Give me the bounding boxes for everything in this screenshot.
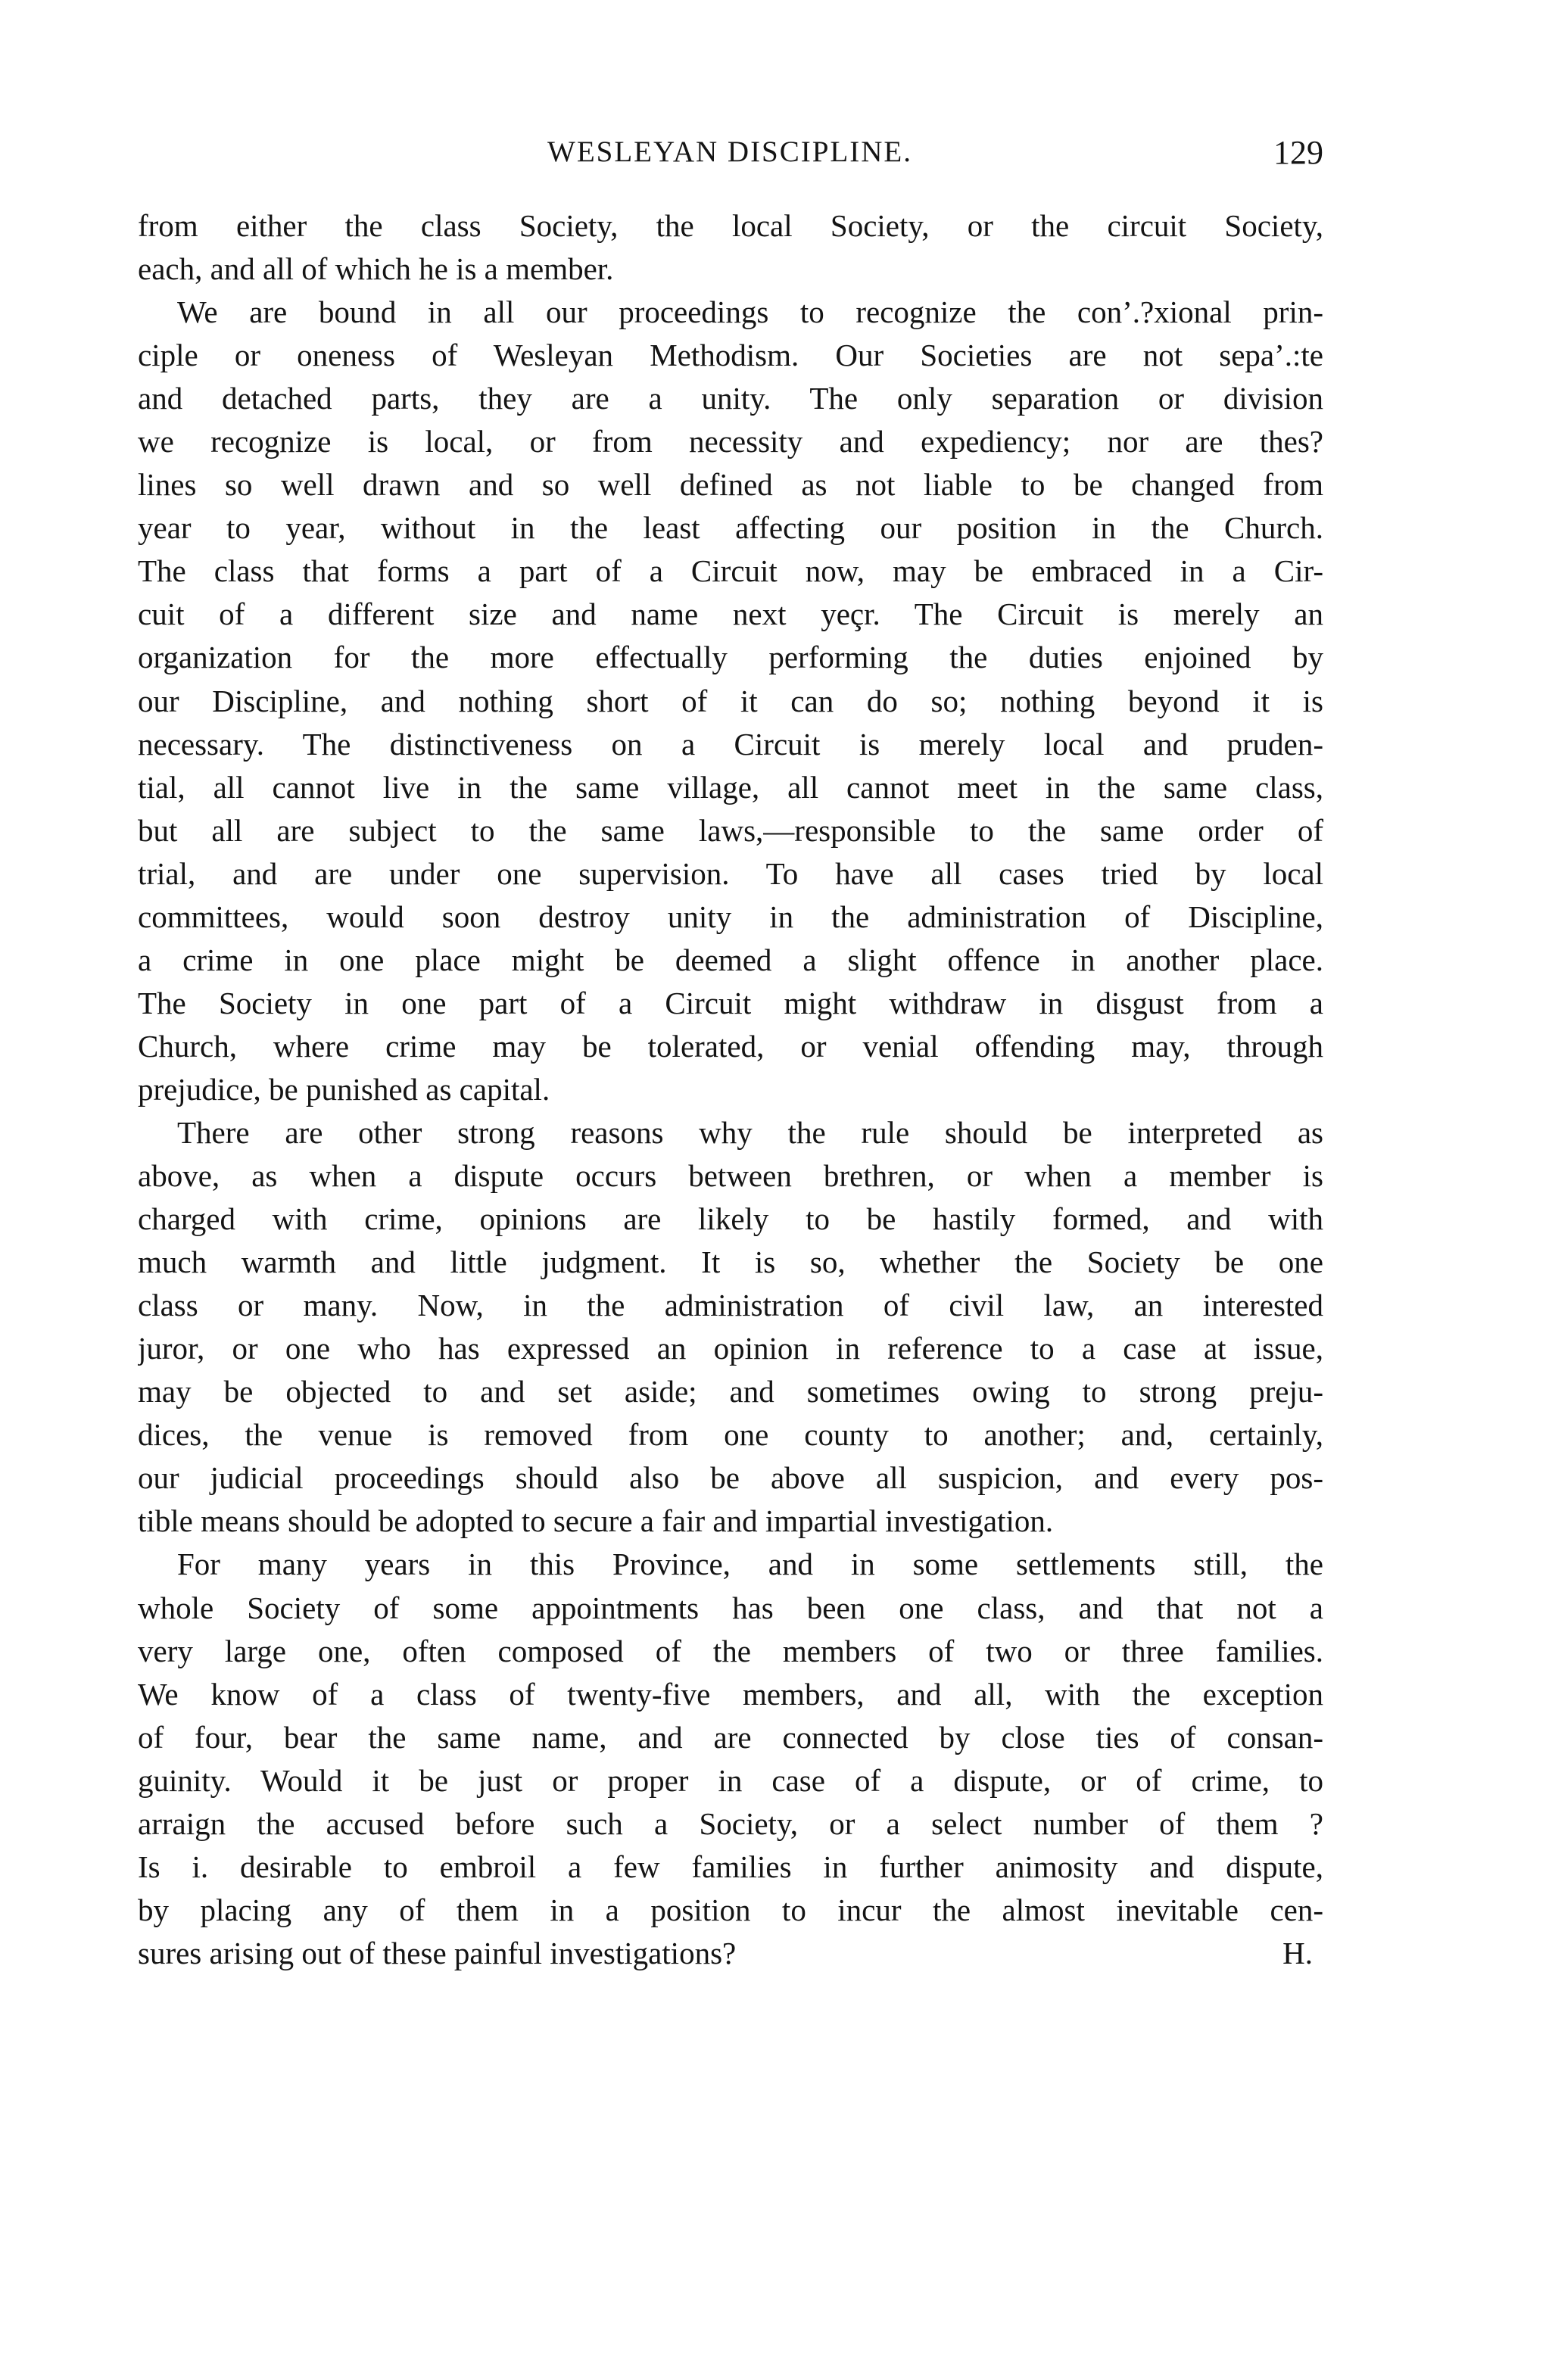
text-line: above, as when a dispute occurs between brethren, or when a member is [138, 1158, 1323, 1194]
text-line: by placing any of them in a position to incur the almost inevitable cen- [138, 1892, 1323, 1927]
text-line: Church, where crime may be tolerated, or venial offending may, through [138, 1028, 1323, 1064]
text-line: arraign the accused before such a Society, or a select number of them ? [138, 1805, 1323, 1841]
text-line: The Society in one part of a Circuit might withdraw in disgust from a [138, 985, 1323, 1020]
final-text-line [138, 1932, 1323, 1975]
text-line: Is i. desirable to embroil a few families in further animosity and dispute, [138, 1849, 1323, 1884]
text-line: trial, and are under one supervision. To have all cases tried by local [138, 855, 1323, 891]
text-line: our Discipline, and nothing short of it can do so; nothing beyond it is [138, 683, 1323, 718]
text-line: tible means should be adopted to secure a fair and impartial investigation. [138, 1503, 1054, 1539]
text-line: ciple or oneness of Wesleyan Methodism. Our Societies are not sepa’.:te [138, 338, 1323, 373]
text-line: whole Society of some appointments has been one class, and that not a [138, 1590, 1323, 1625]
text-line: class or many. Now, in the administration of civil law, an interested [138, 1288, 1323, 1323]
text-line: a crime in one place might be deemed a slight offence in another place. [138, 942, 1323, 977]
text-line: from either the class Society, the local Society, or the circuit Society, [138, 208, 1323, 243]
text-line: There are other strong reasons why the rule should be interpreted as [177, 1114, 1323, 1150]
text-line: and detached parts, they are a unity. The only separation or division [138, 381, 1323, 416]
text-line: For many years in this Province, and in some settlements still, the [177, 1547, 1323, 1582]
text-line: year to year, without in the least affecting our position in the Church. [138, 510, 1323, 546]
running-title: WESLEYAN DISCIPLINE. [547, 136, 912, 168]
text-line: dices, the venue is removed from one county to another; and, certainly, [138, 1417, 1323, 1453]
text-line: each, and all of which he is a member. [138, 251, 614, 287]
author-signature: H. [1282, 1935, 1313, 1970]
text-line: tial, all cannot live in the same village, all cannot meet in the same class, [138, 769, 1323, 805]
text-line: charged with crime, opinions are likely to be hastily formed, and with [138, 1201, 1323, 1237]
text-line: prejudice, be punished as capital. [138, 1071, 550, 1107]
text-line: organization for the more effectually performing the duties enjoined by [138, 640, 1323, 675]
text-line: We are bound in all our proceedings to recognize the con’.?xional prin- [177, 294, 1323, 330]
running-head [136, 135, 1323, 180]
text-line: we recognize is local, or from necessity and expediency; nor are thes? [138, 424, 1323, 459]
text-line: necessary. The distinctiveness on a Circuit is merely local and pruden- [138, 726, 1323, 762]
text-line: our judicial proceedings should also be above all suspicion, and every pos- [138, 1460, 1323, 1496]
text-line: lines so well drawn and so well defined as not liable to be changed from [138, 467, 1323, 503]
text-line: much warmth and little judgment. It is so, whether the Society be one [138, 1245, 1323, 1280]
body-text [138, 204, 1323, 1975]
text-line: The class that forms a part of a Circuit now, may be embraced in a Cir- [138, 553, 1323, 589]
text-line: guinity. Would it be just or proper in case of a dispute, or of crime, to [138, 1762, 1323, 1798]
text-line: of four, bear the same name, and are connected by close ties of consan- [138, 1719, 1323, 1755]
text-line: may be objected to and set aside; and sometimes owing to strong preju- [138, 1374, 1323, 1410]
page-number: 129 [1273, 134, 1323, 171]
text-line: committees, would soon destroy unity in the administration of Discipline, [138, 899, 1323, 934]
text-line: but all are subject to the same laws,—responsible to the same order of [138, 812, 1323, 848]
text-line: cuit of a different size and name next yeçr. The Circuit is merely an [138, 597, 1323, 632]
text-line: very large one, often composed of the members of two or three families. [138, 1633, 1323, 1668]
text-line: juror, or one who has expressed an opinion in reference to a case at issue, [138, 1331, 1323, 1366]
text-line: We know of a class of twenty-five members, and all, with the exception [138, 1676, 1323, 1712]
final-line-text: sures arising out of these painful investigations? [138, 1935, 737, 1970]
